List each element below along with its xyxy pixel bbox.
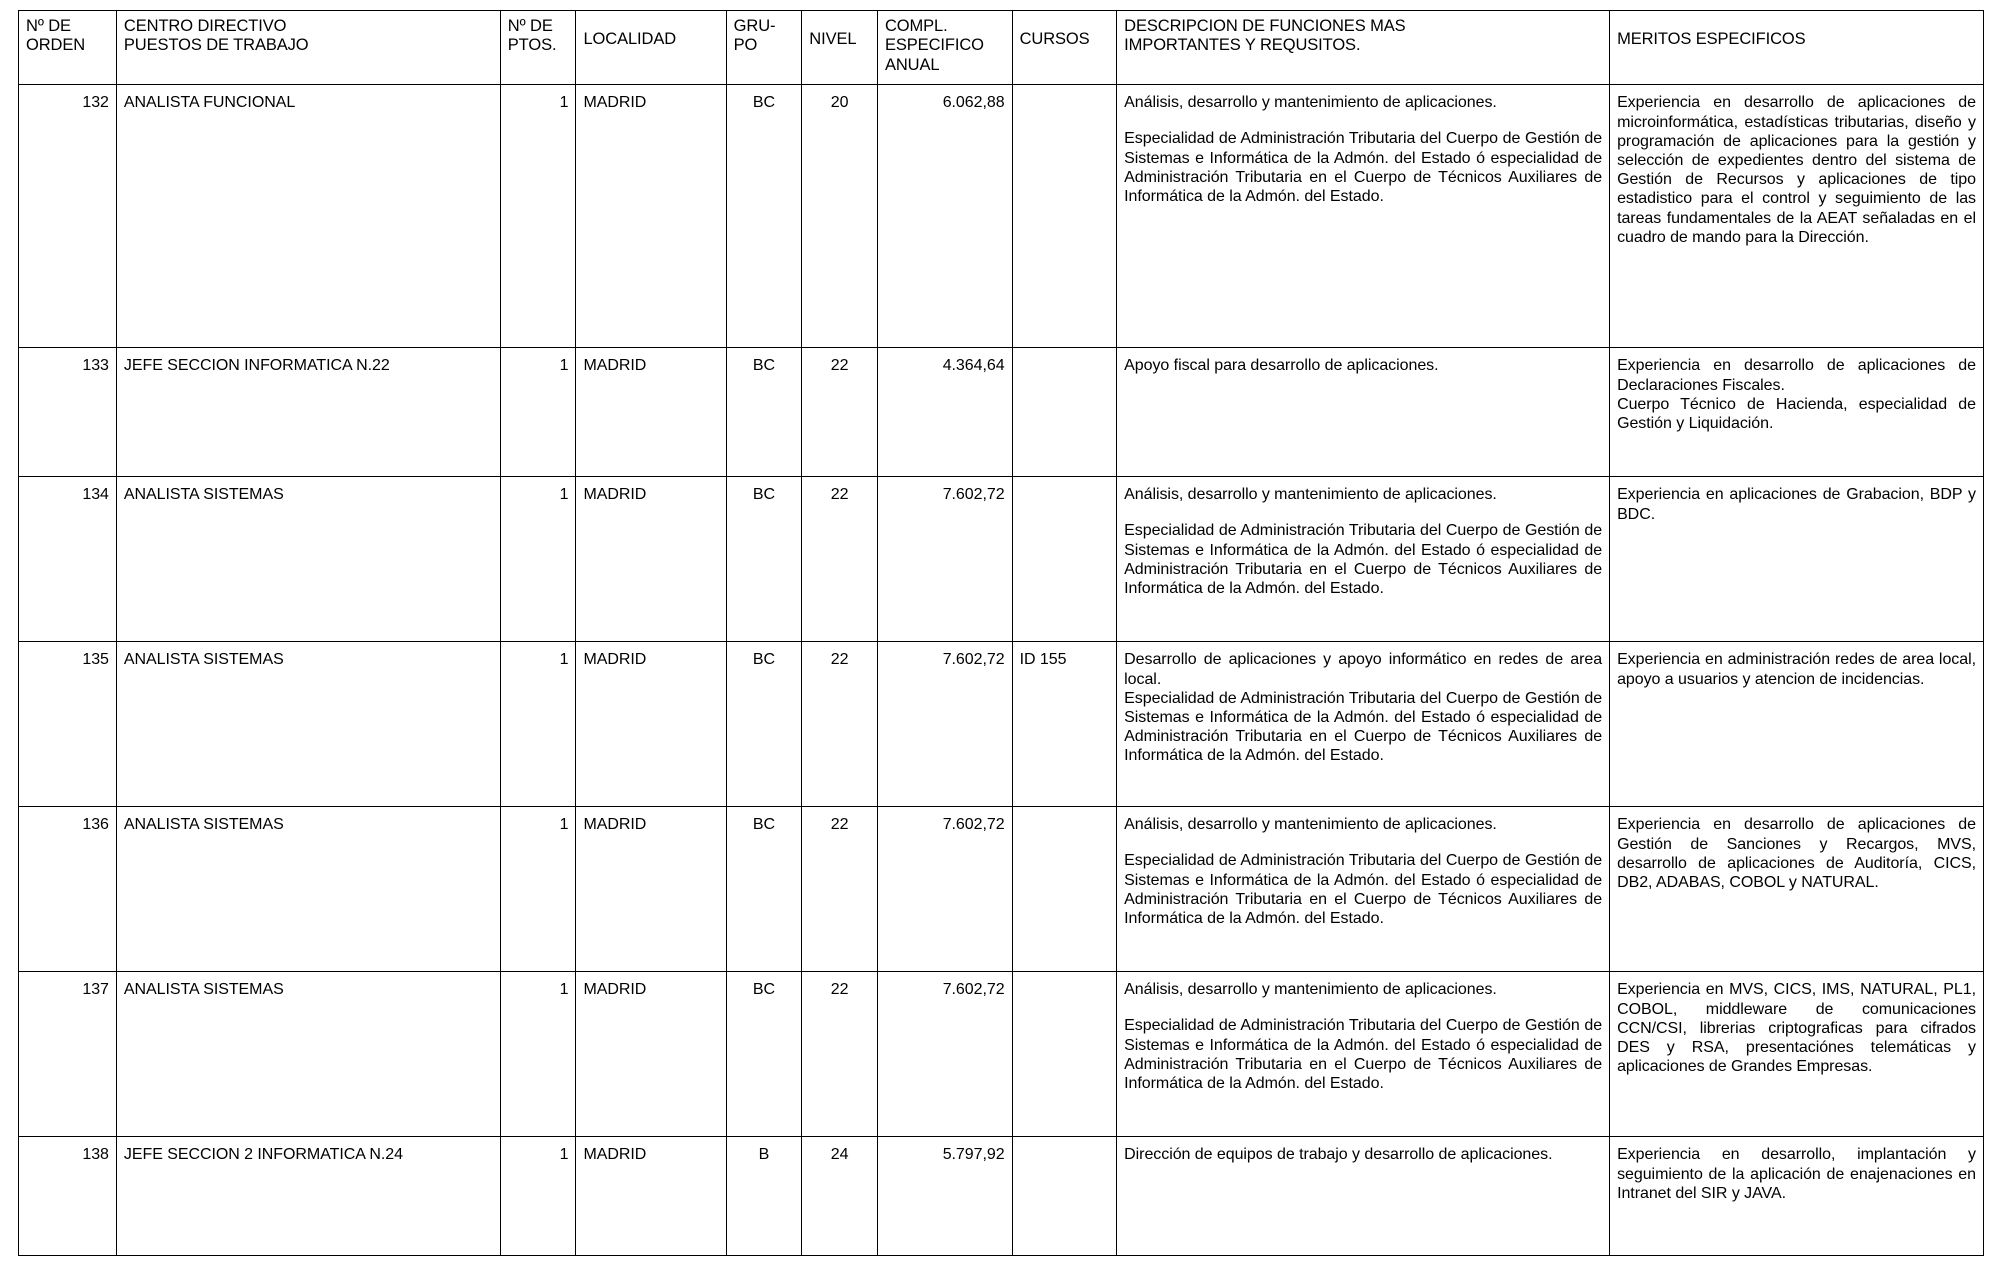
header-row bbox=[19, 11, 1984, 85]
header-meritos-label: MERITOS ESPECIFICOS bbox=[1617, 30, 1806, 48]
descripcion-paragraph: Especialidad de Administración Tributaria del Cuerpo de Gestión de Sistemas e Informática de la Admón. del Estado ó especialidad de Administración Tributaria en el Cuerpo de Técnicos Auxiliares de Informática de la Admón. del Estado. bbox=[1124, 522, 1603, 597]
cell-orden: 137 bbox=[19, 972, 117, 1137]
cell-nivel: 22 bbox=[802, 348, 878, 477]
cell-num-puestos: 1 bbox=[500, 477, 576, 642]
cell-centro-directivo: ANALISTA SISTEMAS bbox=[116, 972, 500, 1137]
table-row bbox=[19, 348, 1984, 477]
table-row bbox=[19, 477, 1984, 642]
header-cursos-label: CURSOS bbox=[1019, 30, 1090, 48]
cell-cursos bbox=[1012, 1137, 1117, 1256]
table-row bbox=[19, 972, 1984, 1137]
cell-num-puestos: 1 bbox=[500, 642, 576, 807]
header-grupo-line2: PO bbox=[733, 36, 758, 55]
header-descripcion-line2: IMPORTANTES Y REQUSITOS. bbox=[1124, 36, 1361, 55]
column-header-complemento-especifico bbox=[877, 11, 1012, 85]
cell-num-puestos: 1 bbox=[500, 972, 576, 1137]
cell-descripcion bbox=[1117, 348, 1610, 477]
header-nivel-label: NIVEL bbox=[809, 30, 857, 48]
descripcion-paragraph: Análisis, desarrollo y mantenimiento de aplicaciones. bbox=[1124, 94, 1497, 112]
cell-meritos bbox=[1610, 642, 1984, 807]
cell-nivel: 22 bbox=[802, 642, 878, 807]
cell-centro-directivo: ANALISTA FUNCIONAL bbox=[116, 85, 500, 348]
cell-localidad: MADRID bbox=[576, 477, 726, 642]
cell-centro-directivo: JEFE SECCION 2 INFORMATICA N.24 bbox=[116, 1137, 500, 1256]
column-header-num-puestos bbox=[500, 11, 576, 85]
cell-centro-directivo: ANALISTA SISTEMAS bbox=[116, 642, 500, 807]
meritos-paragraph: Experiencia en administración redes de area local, apoyo a usuarios y atencion de incidencias. bbox=[1617, 651, 1976, 688]
column-header-centro-directivo bbox=[116, 11, 500, 85]
cell-grupo: BC bbox=[726, 477, 802, 642]
cell-cursos bbox=[1012, 807, 1117, 972]
cell-descripcion bbox=[1117, 807, 1610, 972]
header-centro-line1: CENTRO DIRECTIVO bbox=[123, 17, 287, 35]
cell-nivel: 24 bbox=[802, 1137, 878, 1256]
header-grupo-line1: GRU- bbox=[733, 17, 776, 35]
meritos-paragraph: Experiencia en desarrollo de aplicaciones de microinformática, estadísticas tributarias, diseño y programación de aplicaciones para la gestión y selección de expedientes dentro del sistema de Gestión de Recursos y aplicaciones de tipo estadistico para el control y seguimiento de las tareas fundamentales de la AEAT señaladas en el cuadro de mando para la Dirección. bbox=[1617, 94, 1976, 246]
cell-meritos bbox=[1610, 477, 1984, 642]
cell-meritos bbox=[1610, 348, 1984, 477]
cell-complemento: 7.602,72 bbox=[877, 807, 1012, 972]
table-header bbox=[19, 11, 1984, 85]
cell-grupo: B bbox=[726, 1137, 802, 1256]
cell-cursos bbox=[1012, 348, 1117, 477]
cell-orden: 135 bbox=[19, 642, 117, 807]
cell-num-puestos: 1 bbox=[500, 807, 576, 972]
column-header-cursos bbox=[1012, 11, 1117, 85]
header-localidad-label: LOCALIDAD bbox=[583, 30, 677, 48]
cell-orden: 134 bbox=[19, 477, 117, 642]
cell-localidad: MADRID bbox=[576, 642, 726, 807]
meritos-paragraph: Experiencia en MVS, CICS, IMS, NATURAL, PL1, COBOL, middleware de comunicaciones CCN/CSI, librerias criptograficas para cifrados DES y RSA, presentaciónes telemáticas y aplicaciones de Grandes Empresas. bbox=[1617, 981, 1976, 1076]
cell-cursos bbox=[1012, 972, 1117, 1137]
cell-localidad: MADRID bbox=[576, 807, 726, 972]
cell-meritos bbox=[1610, 1137, 1984, 1256]
cell-orden: 138 bbox=[19, 1137, 117, 1256]
cell-orden: 132 bbox=[19, 85, 117, 348]
cell-nivel: 22 bbox=[802, 477, 878, 642]
cell-localidad: MADRID bbox=[576, 348, 726, 477]
table-body bbox=[19, 85, 1984, 1256]
cell-localidad: MADRID bbox=[576, 972, 726, 1137]
cell-num-puestos: 1 bbox=[500, 1137, 576, 1256]
cell-cursos bbox=[1012, 477, 1117, 642]
cell-cursos bbox=[1012, 85, 1117, 348]
descripcion-paragraph: Desarrollo de aplicaciones y apoyo informático en redes de area local. bbox=[1124, 651, 1603, 688]
meritos-paragraph: Experiencia en aplicaciones de Grabacion, BDP y BDC. bbox=[1617, 486, 1976, 523]
column-header-meritos-especificos bbox=[1610, 11, 1984, 85]
cell-centro-directivo: JEFE SECCION INFORMATICA N.22 bbox=[116, 348, 500, 477]
column-header-orden bbox=[19, 11, 117, 85]
cell-meritos bbox=[1610, 85, 1984, 348]
table-row bbox=[19, 1137, 1984, 1256]
descripcion-paragraph: Análisis, desarrollo y mantenimiento de aplicaciones. bbox=[1124, 981, 1497, 999]
header-orden-line1: Nº DE bbox=[26, 17, 71, 35]
meritos-paragraph: Cuerpo Técnico de Hacienda, especialidad de Gestión y Liquidación. bbox=[1617, 395, 1976, 432]
cell-descripcion bbox=[1117, 972, 1610, 1137]
header-centro-line2: PUESTOS DE TRABAJO bbox=[123, 36, 309, 55]
cell-nivel: 22 bbox=[802, 972, 878, 1137]
cell-complemento: 6.062,88 bbox=[877, 85, 1012, 348]
cell-complemento: 7.602,72 bbox=[877, 972, 1012, 1137]
cell-num-puestos: 1 bbox=[500, 85, 576, 348]
puestos-de-trabajo-table bbox=[18, 10, 1984, 1256]
cell-descripcion bbox=[1117, 642, 1610, 807]
descripcion-paragraph: Apoyo fiscal para desarrollo de aplicaciones. bbox=[1124, 357, 1439, 375]
meritos-paragraph: Experiencia en desarrollo de aplicaciones de Gestión de Sanciones y Recargos, MVS, desarrollo de aplicaciones de Auditoría, CICS, DB2, ADABAS, COBOL y NATURAL. bbox=[1617, 816, 1976, 891]
cell-complemento: 7.602,72 bbox=[877, 642, 1012, 807]
column-header-localidad bbox=[576, 11, 726, 85]
column-header-grupo bbox=[726, 11, 802, 85]
cell-grupo: BC bbox=[726, 348, 802, 477]
meritos-paragraph: Experiencia en desarrollo de aplicaciones de Declaraciones Fiscales. bbox=[1617, 357, 1976, 394]
descripcion-paragraph: Especialidad de Administración Tributaria del Cuerpo de Gestión de Sistemas e Informática de la Admón. del Estado ó especialidad de Administración Tributaria en el Cuerpo de Técnicos Auxiliares de Informática de la Admón. del Estado. bbox=[1124, 852, 1603, 927]
cell-num-puestos: 1 bbox=[500, 348, 576, 477]
descripcion-paragraph: Análisis, desarrollo y mantenimiento de aplicaciones. bbox=[1124, 816, 1497, 834]
cell-cursos: ID 155 bbox=[1012, 642, 1117, 807]
header-compl-line1: COMPL. bbox=[884, 17, 948, 35]
header-compl-line2: ESPECIFICO bbox=[884, 36, 984, 55]
table-row bbox=[19, 85, 1984, 348]
cell-complemento: 5.797,92 bbox=[877, 1137, 1012, 1256]
header-orden-line2: ORDEN bbox=[26, 36, 86, 55]
header-descripcion-line1: DESCRIPCION DE FUNCIONES MAS bbox=[1124, 17, 1406, 35]
table-row bbox=[19, 642, 1984, 807]
cell-grupo: BC bbox=[726, 807, 802, 972]
descripcion-paragraph: Especialidad de Administración Tributaria del Cuerpo de Gestión de Sistemas e Informática de la Admón. del Estado ó especialidad de Administración Tributaria en el Cuerpo de Técnicos Auxiliares de Informática de la Admón. del Estado. bbox=[1124, 1017, 1603, 1092]
table-row bbox=[19, 807, 1984, 972]
descripcion-paragraph: Dirección de equipos de trabajo y desarrollo de aplicaciones. bbox=[1124, 1146, 1553, 1164]
cell-orden: 133 bbox=[19, 348, 117, 477]
cell-complemento: 4.364,64 bbox=[877, 348, 1012, 477]
cell-descripcion bbox=[1117, 1137, 1610, 1256]
descripcion-paragraph: Especialidad de Administración Tributaria del Cuerpo de Gestión de Sistemas e Informática de la Admón. del Estado ó especialidad de Administración Tributaria en el Cuerpo de Técnicos Auxiliares de Informática de la Admón. del Estado. bbox=[1124, 689, 1603, 765]
descripcion-paragraph: Especialidad de Administración Tributaria del Cuerpo de Gestión de Sistemas e Informática de la Admón. del Estado ó especialidad de Administración Tributaria en el Cuerpo de Técnicos Auxiliares de Informática de la Admón. del Estado. bbox=[1124, 130, 1603, 205]
column-header-nivel bbox=[802, 11, 878, 85]
cell-complemento: 7.602,72 bbox=[877, 477, 1012, 642]
cell-grupo: BC bbox=[726, 642, 802, 807]
cell-localidad: MADRID bbox=[576, 1137, 726, 1256]
cell-meritos bbox=[1610, 972, 1984, 1137]
cell-grupo: BC bbox=[726, 972, 802, 1137]
cell-nivel: 20 bbox=[802, 85, 878, 348]
cell-centro-directivo: ANALISTA SISTEMAS bbox=[116, 477, 500, 642]
column-header-descripcion-funciones bbox=[1117, 11, 1610, 85]
cell-localidad: MADRID bbox=[576, 85, 726, 348]
cell-descripcion bbox=[1117, 477, 1610, 642]
header-ptos-line1: Nº DE bbox=[507, 17, 553, 35]
meritos-paragraph: Experiencia en desarrollo, implantación y seguimiento de la aplicación de enajenaciones en Intranet del SIR y JAVA. bbox=[1617, 1146, 1976, 1202]
cell-meritos bbox=[1610, 807, 1984, 972]
descripcion-paragraph: Análisis, desarrollo y mantenimiento de aplicaciones. bbox=[1124, 486, 1497, 504]
header-ptos-line2: PTOS. bbox=[507, 36, 557, 55]
cell-centro-directivo: ANALISTA SISTEMAS bbox=[116, 807, 500, 972]
cell-orden: 136 bbox=[19, 807, 117, 972]
cell-grupo: BC bbox=[726, 85, 802, 348]
cell-descripcion bbox=[1117, 85, 1610, 348]
header-compl-line3: ANUAL bbox=[884, 55, 940, 74]
cell-nivel: 22 bbox=[802, 807, 878, 972]
